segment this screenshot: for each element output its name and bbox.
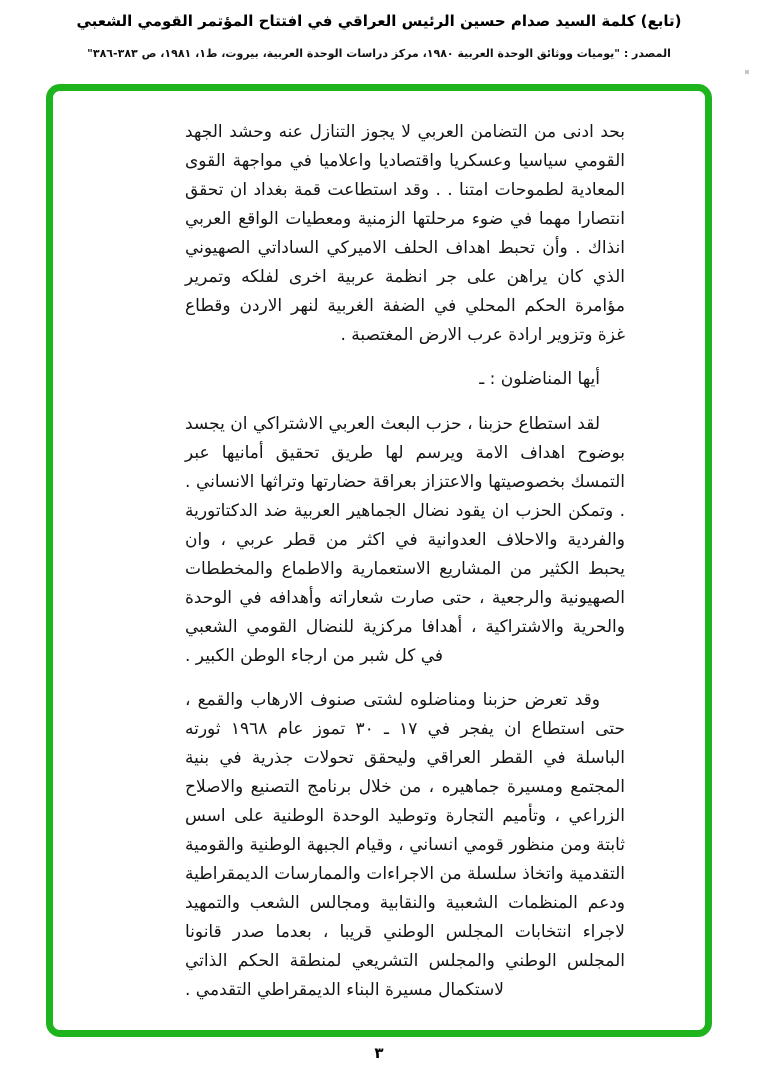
section-heading: أيها المناضلون : ـ [479, 369, 600, 389]
paragraph: لقد استطاع حزبنا ، حزب البعث العربي الاشتراكي ان يجسد بوضوح اهداف الامة ويرسم لها طريق تحقيق أمانيها عبر التمسك بخصوصيتها والاعتزاز بعراقة حضارتها وتراثها الانساني . . وتمكن الحزب ان يقود نضال الجماهير العربية ضد الدكتاتورية والفردية والاحلاف العدوانية في اكثر من قطر عربي ، وان يحبط الكثير من المشاريع الاستعمارية والاطماع والمخططات الصهيونية والرجعية ، حتى صارت شعاراته وأهدافه في الوحدة والحرية والاشتراكية ، أهدافا مركزية للنضال القومي الشعبي في كل شبر من ارجاء الوطن الكبير . [185, 414, 625, 666]
page-number: ٣ [374, 1044, 384, 1062]
paragraph: بحد ادنى من التضامن العربي لا يجوز التنازل عنه وحشد الجهد القومي سياسيا وعسكريا واقتصاديا واعلاميا في مواجهة القوى المعادية لطموحات امتنا . . وقد استطاعت قمة بغداد ان تحقق انتصارا مهما في ضوء مرحلتها الزمنية ومعطيات الواقع العربي انذاك . وأن تحبط اهداف الحلف الاميركي الساداتي الصهيوني الذي كان يراهن على جر انظمة عربية اخرى لفلكه وتمرير مؤامرة الحكم المحلي في الضفة الغربية لنهر الاردن وقطاع غزة وتزوير ارادة عرب الارض المغتصبة . [185, 122, 625, 345]
paragraph: وقد تعرض حزبنا ومناضلوه لشتى صنوف الارهاب والقمع ، حتى استطاع ان يفجر في ١٧ ـ ٣٠ تموز عام ١٩٦٨ ثورته الباسلة في القطر العراقي وليحقق تحولات جذرية في بنية المجتمع ومسيرة جماهيره ، من خلال برنامج التصنيع والاصلاح الزراعي ، وتأميم التجارة وتوطيد الوحدة الوطنية على اسس ثابتة ومن منظور قومي انساني ، وقيام الجبهة الوطنية والقومية التقدمية واتخاذ سلسلة من الاجراءات والممارسات الديمقراطية ودعم المنظمات الشعبية والنقابية ومجالس الشعب والتمهيد لاجراء انتخابات المجلس الوطني قريبا ، بعدما صدر قانونا المجلس الوطني والمجلس التشريعي لمنطقة الحكم الذاتي لاستكمال مسيرة البناء الديمقراطي التقدمي . [185, 690, 625, 1000]
source-line: المصدر : "يوميات ووثائق الوحدة العربية ١٩٨٠، مركز دراسات الوحدة العربية، بيروت، ط١، ١٩٨١، ص ٣٨٣-٣٨٦" [87, 47, 671, 60]
page-title: (تابع) كلمة السيد صدام حسين الرئيس العراقي في افتتاح المؤتمر القومي الشعبي [76, 12, 682, 30]
scan-artifact-mark [745, 70, 749, 74]
document-body [185, 118, 625, 1020]
